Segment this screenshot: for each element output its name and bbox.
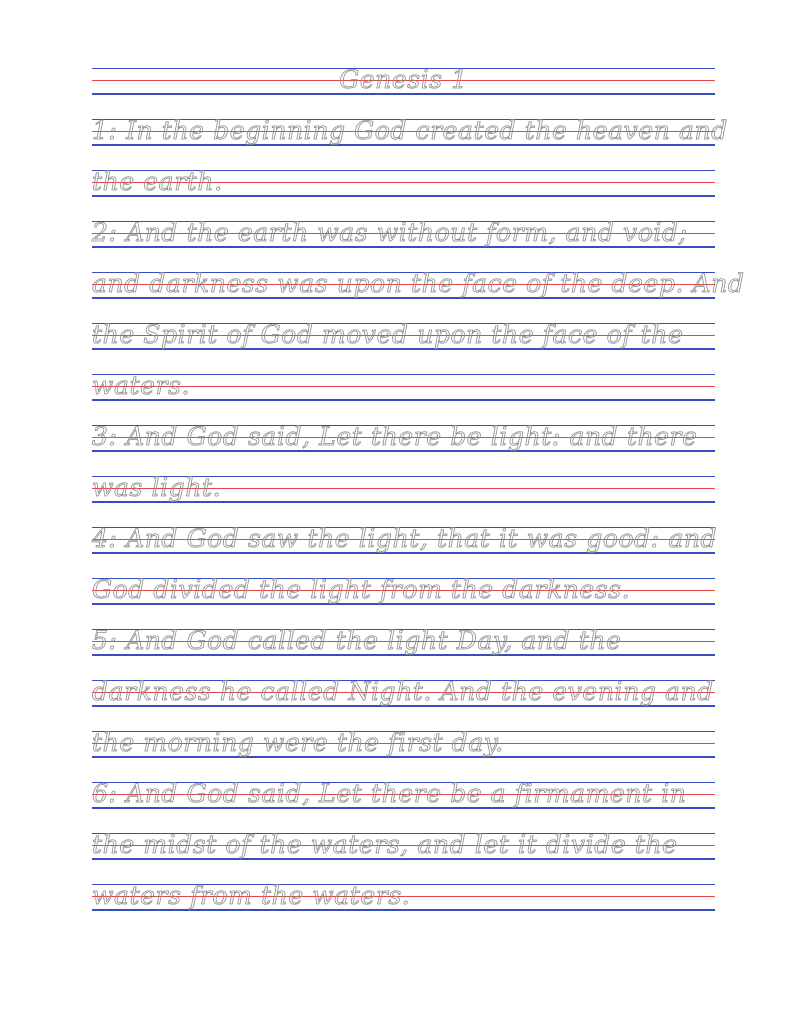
tracing-text: 3: And God said, Let there be light: and there (92, 422, 698, 451)
tracing-row (92, 116, 728, 170)
tracing-row (92, 167, 715, 221)
tracing-text: and darkness was upon the face of the deep. And (92, 269, 745, 298)
tracing-text: 5: And God called the light Day, and the (92, 626, 622, 655)
tracing-text: 6: And God said, Let there be a firmament in (92, 779, 687, 808)
tracing-row (92, 881, 715, 935)
tracing-row (92, 779, 715, 833)
tracing-row (92, 677, 715, 731)
tracing-row (92, 371, 715, 425)
tracing-row (92, 269, 745, 323)
tracing-text: the morning were the first day. (92, 728, 504, 757)
tracing-text: was light. (92, 473, 222, 502)
tracing-row (92, 830, 715, 884)
tracing-row (92, 473, 715, 527)
tracing-row (92, 422, 715, 476)
tracing-row (92, 320, 715, 374)
tracing-row (92, 218, 715, 272)
worksheet-title: Genesis 1 (339, 65, 468, 94)
tracing-text: God divided the light from the darkness. (92, 575, 631, 604)
tracing-text: waters from the waters. (92, 881, 411, 910)
tracing-text: 4: And God saw the light, that it was good: and (92, 524, 718, 553)
tracing-text: the midst of the waters, and let it divide the (92, 830, 678, 859)
title-row (92, 65, 715, 119)
tracing-text: darkness he called Night. And the evening and (92, 677, 714, 706)
tracing-text: the earth. (92, 167, 223, 196)
tracing-row (92, 626, 715, 680)
tracing-row (92, 524, 718, 578)
tracing-row (92, 728, 715, 782)
tracing-row (92, 575, 715, 629)
tracing-text: waters. (92, 371, 191, 400)
tracing-text: the Spirit of God moved upon the face of the (92, 320, 684, 349)
tracing-text: 2: And the earth was without form, and void; (92, 218, 688, 247)
tracing-text: 1: In the beginning God created the heaven and (92, 116, 728, 145)
